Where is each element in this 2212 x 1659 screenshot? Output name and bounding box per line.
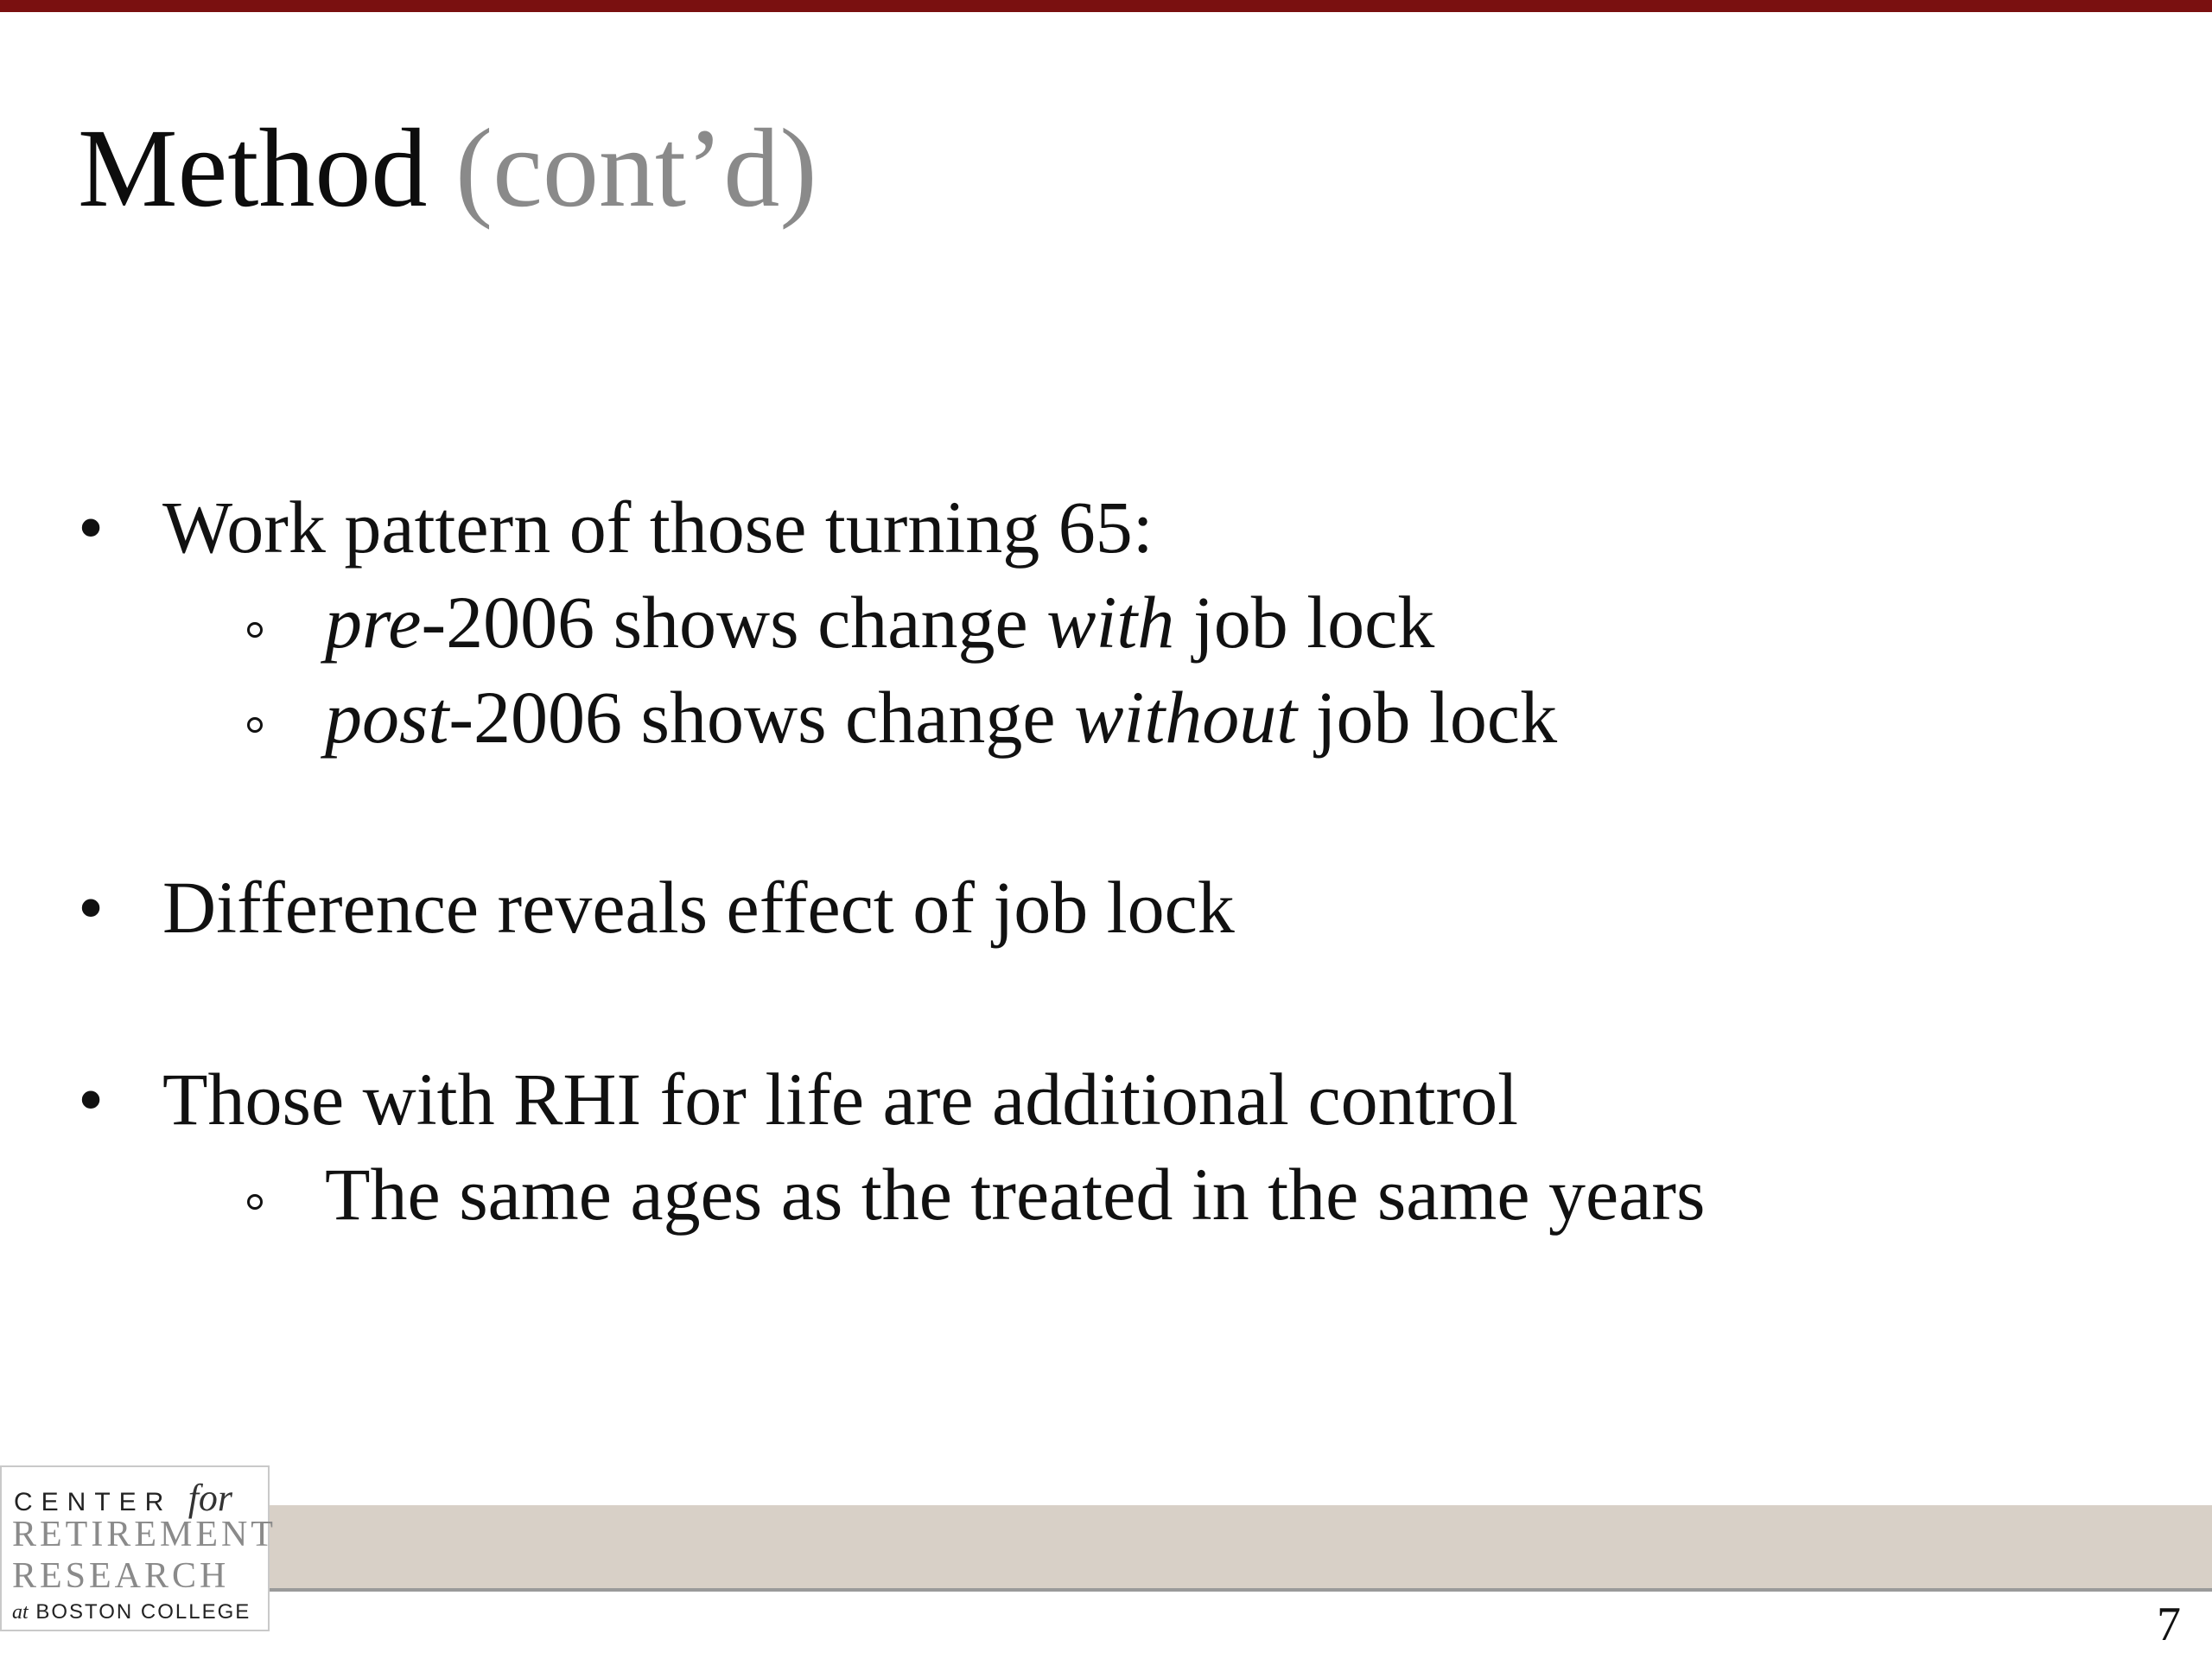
logo-line-research: RESEARCH xyxy=(12,1556,230,1596)
plain-text: 2006 shows change xyxy=(474,676,1075,759)
logo-line-retirement: RETIREMENT xyxy=(12,1515,276,1554)
hollow-circle-icon xyxy=(247,1194,263,1210)
slide-title xyxy=(78,104,817,233)
bullet-dot-icon: • xyxy=(78,866,105,949)
page-number: 7 xyxy=(2157,1598,2181,1651)
logo-line-boston-college xyxy=(12,1600,251,1624)
plain-text: job lock xyxy=(1297,676,1558,759)
logo-word-at: at xyxy=(12,1601,29,1624)
sub-bullet-text xyxy=(325,579,1434,665)
bullet-text: Work pattern of those turning 65: xyxy=(162,486,1154,569)
title-main: Method xyxy=(78,106,428,231)
title-suffix: (cont’d) xyxy=(454,106,817,231)
emphasis-text: with xyxy=(1046,581,1175,664)
top-accent-rule xyxy=(0,0,2212,12)
bullet-text: Those with RHI for life are additional control xyxy=(162,1058,1519,1141)
emphasis-text: post- xyxy=(325,676,474,759)
footer-band xyxy=(259,1505,2212,1588)
plain-text: 2006 shows change xyxy=(446,581,1047,664)
hollow-circle-icon xyxy=(247,717,263,733)
hollow-circle-icon xyxy=(247,622,263,638)
center-for-retirement-research-logo xyxy=(0,1465,276,1631)
sub-bullet-text xyxy=(325,674,1557,760)
bullet-text: Difference reveals effect of job lock xyxy=(162,866,1235,949)
bullet-dot-icon: • xyxy=(78,486,105,569)
logo-word-for: for xyxy=(188,1477,233,1519)
emphasis-text: pre- xyxy=(325,581,447,664)
emphasis-text: without xyxy=(1074,676,1298,759)
logo-word-center: CENTER xyxy=(14,1488,173,1516)
logo-word-boston-college: BOSTON COLLEGE xyxy=(35,1600,251,1624)
plain-text: job lock xyxy=(1174,581,1435,664)
footer-divider xyxy=(259,1588,2212,1592)
bullet-dot-icon: • xyxy=(78,1058,105,1141)
sub-bullet-text: The same ages as the treated in the same years xyxy=(325,1153,1706,1236)
